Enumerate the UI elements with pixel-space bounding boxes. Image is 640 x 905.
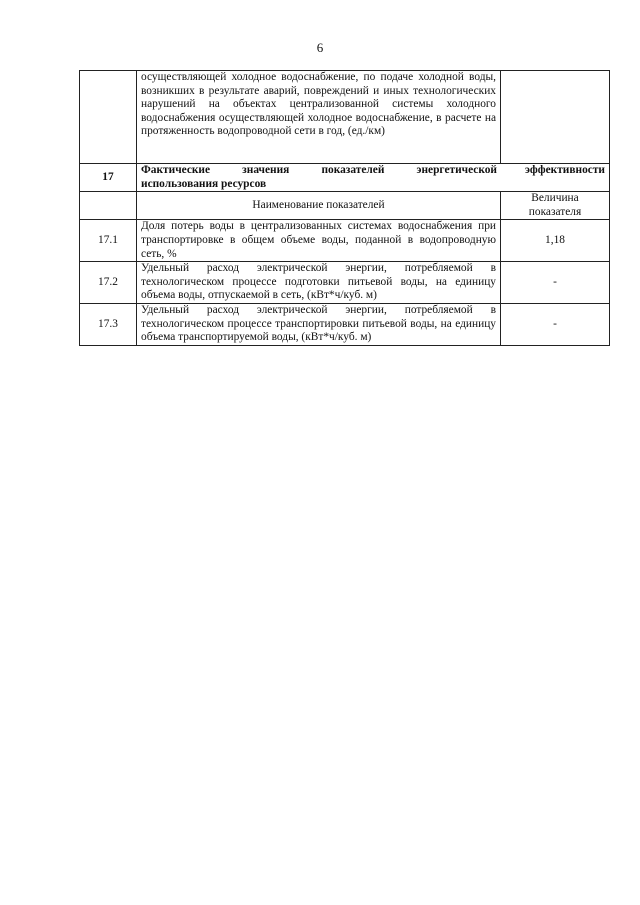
section-title <box>137 164 610 192</box>
indicator-value-cell <box>501 71 610 164</box>
header-name: Наименование показателей <box>137 192 501 220</box>
indicator-name: Доля потерь воды в централизованных системах водоснабжения при транспортировке в общем объеме воды, поданной в водопроводную сеть, % <box>137 220 501 262</box>
table-row <box>80 220 610 262</box>
section-title-line2: использования ресурсов <box>141 177 267 190</box>
page-number: 6 <box>316 40 324 55</box>
indicator-name: Удельный расход электрической энергии, потребляемой в технологическом процессе подготовки питьевой воды, на единицу объема воды, отпускаемой в сеть, (кВт*ч/куб. м) <box>137 262 501 304</box>
section-title-main: Фактические значения показателей энергетической <box>141 164 497 176</box>
table-row-continued <box>80 71 610 164</box>
header-empty-cell <box>80 192 137 220</box>
row-number: 17.3 <box>80 303 137 345</box>
section-title-tail: эффективности <box>524 164 605 176</box>
indicator-name-cell: осуществляющей холодное водоснабжение, по подаче холодной воды, возникших в результате аварий, повреждений и иных технологических нарушений на объектах централизованной системы холодного водоснабжения осуществляющей холодное водоснабжение, в расчете на протяженность водопроводной сети в год, (ед./км) <box>137 71 501 164</box>
indicator-value: - <box>501 303 610 345</box>
table-row <box>80 262 610 304</box>
table-row <box>80 303 610 345</box>
indicators-table <box>79 70 610 346</box>
section-row <box>80 164 610 192</box>
header-value: Величина показателя <box>501 192 610 220</box>
row-number: 17.2 <box>80 262 137 304</box>
indicator-value: - <box>501 262 610 304</box>
header-row <box>80 192 610 220</box>
section-title-line1 <box>141 164 605 178</box>
section-number: 17 <box>80 164 137 192</box>
row-number: 17.1 <box>80 220 137 262</box>
row-number-cell <box>80 71 137 164</box>
indicator-name: Удельный расход электрической энергии, потребляемой в технологическом процессе транспортировки питьевой воды, на единицу объема транспортируемой воды, (кВт*ч/куб. м) <box>137 303 501 345</box>
indicator-value: 1,18 <box>501 220 610 262</box>
